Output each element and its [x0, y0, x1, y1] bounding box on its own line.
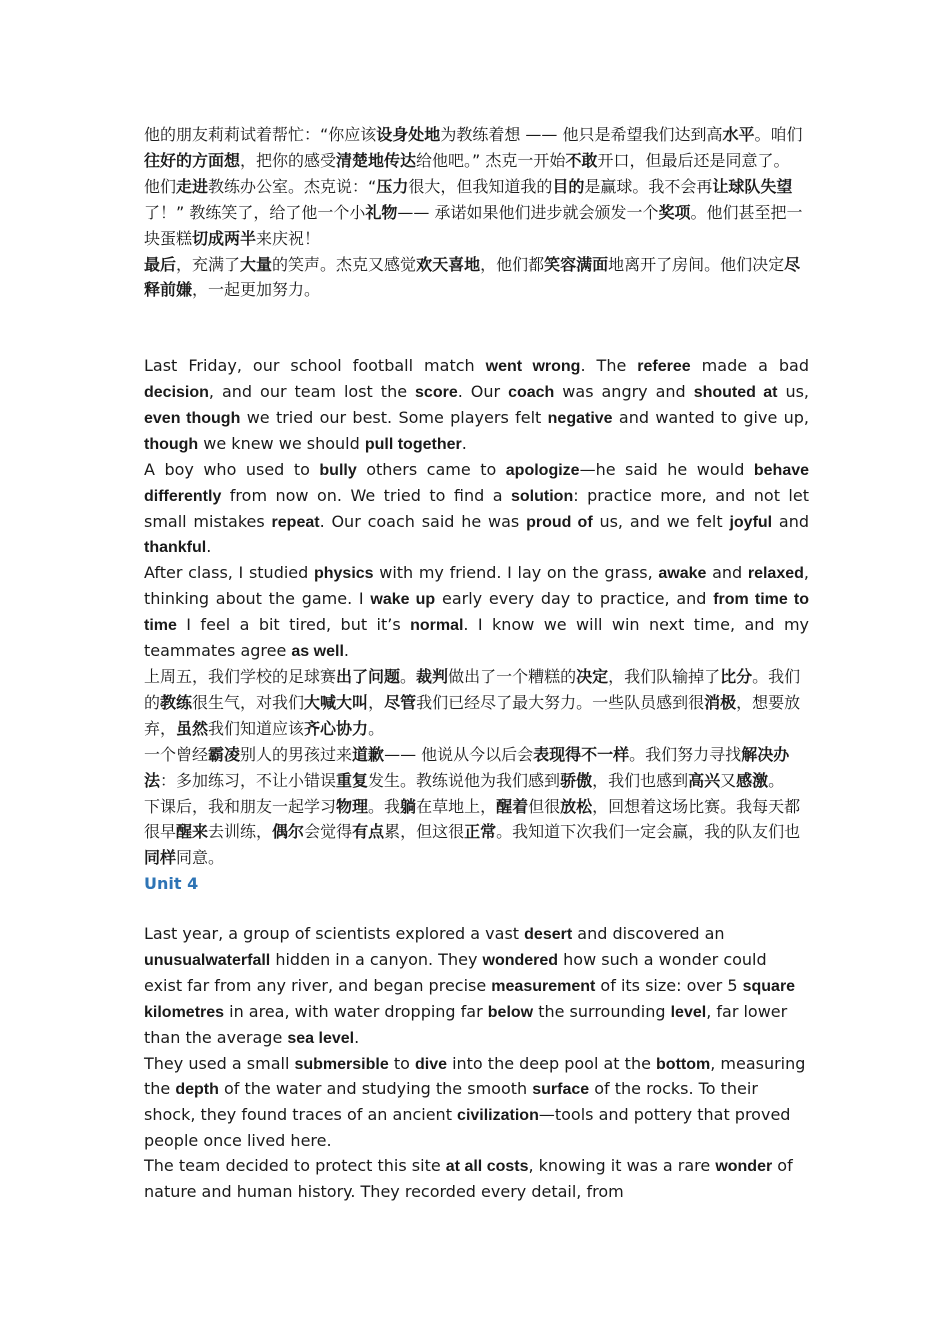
- vocab-term: coach: [508, 384, 555, 402]
- text-run: 累，但这很: [384, 822, 465, 842]
- vocab-term: 清楚地传达: [336, 152, 417, 170]
- text-run: 我们知道应该: [208, 718, 305, 738]
- vocab-term: 道歉: [352, 746, 385, 764]
- vocab-term: 偶尔: [272, 824, 305, 842]
- text-run: A boy who used to: [144, 459, 320, 479]
- vocab-term: 高兴: [688, 772, 721, 790]
- vocab-term: 决定: [576, 669, 609, 686]
- text-run: and discovered an: [572, 924, 725, 944]
- text-run: 。咱们: [754, 125, 803, 144]
- text-run: 地离开了房间。他们决定: [608, 254, 785, 274]
- text-run: 给他吧。” 杰克一开始: [416, 150, 566, 170]
- vocab-term: desert: [524, 926, 573, 944]
- text-run: and wanted to give up,: [612, 407, 810, 427]
- vocab-term: level: [670, 1003, 707, 1021]
- paragraph: [144, 354, 809, 458]
- text-run: 是赢球。我不会再: [584, 176, 713, 196]
- vocab-term: 骄傲: [560, 772, 593, 790]
- chinese-story-1: [144, 123, 809, 304]
- text-run: we knew we should: [198, 433, 365, 453]
- blank-line: [144, 329, 809, 354]
- document-page: [144, 123, 809, 1205]
- vocab-term: 大喊大叫: [304, 694, 369, 712]
- vocab-term: square kilometres: [144, 977, 796, 1021]
- text-run: , and our team lost the: [208, 382, 416, 402]
- paragraph: [144, 743, 809, 795]
- paragraph: [144, 175, 809, 253]
- text-run: The team decided to protect this site: [144, 1156, 446, 1176]
- text-run: with my friend. I lay on the grass,: [373, 563, 659, 583]
- text-run: 。: [368, 718, 385, 738]
- text-run: 他们: [144, 176, 177, 196]
- text-run: 教练办公室。杰克说：“: [208, 176, 377, 196]
- text-run: 很大，但我知道我的: [408, 176, 553, 196]
- text-run: 他的朋友莉莉试着帮忙：“你应该: [144, 125, 377, 144]
- vocab-term: 躺: [400, 798, 417, 816]
- text-run: 来庆祝！: [256, 228, 321, 248]
- text-run: , measuring the: [144, 1053, 806, 1099]
- paragraph: [144, 123, 809, 175]
- vocab-term: 让球队失望: [712, 178, 793, 196]
- text-run: us,: [777, 382, 809, 402]
- text-run: 做出了一个糟糕的: [448, 667, 577, 686]
- text-run: ，我们也感到: [592, 770, 689, 790]
- vocab-term: bottom: [656, 1055, 711, 1073]
- text-run: .: [354, 1027, 360, 1047]
- text-run: .: [206, 537, 212, 557]
- vocab-term: 有点: [352, 824, 385, 842]
- text-run: of its size: over 5: [595, 975, 743, 995]
- vocab-term: repeat: [271, 513, 320, 531]
- text-run: .: [343, 641, 349, 661]
- text-run: ，我们队输掉了: [608, 667, 721, 686]
- text-run: ，: [368, 692, 385, 712]
- vocab-term: 醒来: [176, 824, 209, 842]
- vocab-term: depth: [175, 1081, 219, 1099]
- text-run: . Our: [457, 382, 509, 402]
- text-run: , thinking about the game. I: [144, 563, 809, 609]
- paragraph: [144, 253, 809, 305]
- blank-line: [144, 897, 809, 922]
- text-run: 发生。教练说他为我们感到: [368, 770, 561, 790]
- paragraph: [144, 922, 809, 1052]
- vocab-term: solution: [511, 487, 574, 505]
- vocab-term: relaxed: [747, 565, 804, 583]
- text-run: early every day to practice, and: [435, 589, 714, 609]
- vocab-term: 解决办法: [144, 746, 790, 790]
- vocab-term: dive: [414, 1055, 447, 1073]
- vocab-term: at all costs: [445, 1158, 529, 1176]
- text-run: of nature and human history. They recorded every detail, from: [144, 1156, 793, 1202]
- vocab-term: unusualwaterfall: [144, 951, 271, 969]
- text-run: .: [461, 433, 467, 453]
- vocab-term: went wrong: [485, 358, 581, 376]
- text-run: the surrounding: [533, 1001, 671, 1021]
- text-run: we tried our best. Some players felt: [240, 407, 548, 427]
- text-run: Last year, a group of scientists explored a vast: [144, 924, 525, 944]
- text-run: others came to: [356, 459, 506, 479]
- vocab-term: from time to time: [144, 591, 809, 635]
- text-run: 在草地上，: [416, 796, 497, 816]
- vocab-term: 正常: [464, 824, 497, 842]
- vocab-term: 切成两半: [192, 230, 257, 248]
- vocab-term: 压力: [376, 178, 409, 196]
- text-run: —— 他说从今以后会: [384, 744, 534, 764]
- vocab-term: measurement: [491, 977, 596, 995]
- text-run: 的笑声。杰克又感觉: [272, 254, 417, 274]
- text-run: 会觉得: [304, 822, 353, 842]
- vocab-term: score: [415, 384, 458, 402]
- text-run: to: [388, 1053, 415, 1073]
- vocab-term: even though: [144, 409, 241, 427]
- text-run: : practice more, and not let small mistakes: [144, 485, 809, 531]
- text-run: of the water and studying the smooth: [218, 1079, 533, 1099]
- text-run: 。我知道下次我们一定会赢，我的队友们也: [496, 822, 801, 842]
- text-run: 下课后，我和朋友一起学习: [144, 796, 337, 816]
- text-run: of the rocks. To their shock, they found traces of an ancient: [144, 1079, 758, 1125]
- vocab-term: 同样: [144, 850, 177, 868]
- vocab-term: awake: [658, 565, 707, 583]
- vocab-term: proud of: [526, 513, 593, 531]
- text-run: in area, with water dropping far: [224, 1001, 488, 1021]
- vocab-term: 最后: [144, 256, 177, 274]
- text-run: 了！” 教练笑了，给了他一个小: [144, 202, 366, 222]
- text-run: ，回想着这场比赛。我每天都很早: [144, 796, 801, 842]
- vocab-term: 设身处地: [376, 127, 441, 144]
- vocab-term: 重复: [336, 772, 369, 790]
- vocab-term: submersible: [294, 1055, 389, 1073]
- vocab-term: 出了问题: [336, 669, 401, 686]
- vocab-term: 醒着: [496, 798, 529, 816]
- vocab-term: shouted at: [693, 384, 778, 402]
- text-run: , far lower than the average: [144, 1001, 788, 1047]
- vocab-term: apologize: [505, 461, 580, 479]
- vocab-term: behave differently: [144, 461, 810, 505]
- text-run: After class, I studied: [144, 563, 314, 583]
- text-run: made a bad: [690, 356, 809, 376]
- vocab-term: 欢天喜地: [416, 256, 481, 274]
- vocab-term: bully: [319, 461, 357, 479]
- text-run: us, and we felt: [592, 511, 730, 531]
- vocab-term: 感激: [736, 772, 769, 790]
- text-run: Last Friday, our school football match: [144, 356, 486, 376]
- vocab-term: 霸凌: [208, 746, 241, 764]
- vocab-term: 比分: [720, 669, 753, 686]
- text-run: how such a wonder could exist far from any river, and began precise: [144, 949, 767, 995]
- text-run: 别人的男孩过来: [240, 744, 353, 764]
- vocab-term: 奖项: [658, 204, 691, 222]
- vocab-term: 裁判: [416, 669, 449, 686]
- text-run: I feel a bit tired, but it’s: [176, 615, 411, 635]
- text-run: from now on. We tried to find a: [221, 485, 511, 505]
- unit-heading: Unit 4: [144, 874, 199, 894]
- text-run: 我们已经尽了最大努力。一些队员感到很: [416, 692, 705, 712]
- vocab-term: 齐心协力: [304, 720, 369, 738]
- text-run: 。: [400, 667, 417, 686]
- paragraph: [144, 458, 809, 562]
- vocab-term: 礼物: [365, 204, 398, 222]
- vocab-term: 往好的方面想: [144, 152, 241, 170]
- vocab-term: 虽然: [176, 720, 209, 738]
- vocab-term: joyful: [729, 513, 773, 531]
- vocab-term: 消极: [704, 694, 737, 712]
- text-run: hidden in a canyon. They: [270, 949, 483, 969]
- text-run: . Our coach said he was: [319, 511, 527, 531]
- vocab-term: as well: [291, 643, 344, 661]
- vocab-term: normal: [410, 617, 464, 635]
- vocab-term: 教练: [160, 694, 193, 712]
- english-story-2: [144, 922, 809, 1205]
- text-run: They used a small: [144, 1053, 295, 1073]
- vocab-term: decision: [144, 384, 209, 402]
- vocab-term: 物理: [336, 798, 369, 816]
- text-run: 但很: [528, 796, 561, 816]
- text-run: 为教练着想 —— 他只是希望我们达到高: [440, 125, 723, 144]
- text-run: . The: [580, 356, 638, 376]
- english-story-1: [144, 354, 809, 665]
- text-run: was angry and: [554, 382, 694, 402]
- vocab-term: thankful: [144, 539, 207, 557]
- text-run: 上周五，我们学校的足球赛: [144, 667, 337, 686]
- vocab-term: wake up: [370, 591, 436, 609]
- chinese-story-2: [144, 665, 809, 872]
- paragraph: [144, 561, 809, 665]
- text-run: 。我们努力寻找: [629, 744, 742, 764]
- text-run: into the deep pool at the: [446, 1053, 657, 1073]
- text-run: 又: [720, 770, 737, 790]
- vocab-term: 尽释前嫌: [144, 256, 801, 300]
- text-run: . I know we will win next time, and my teammates agree: [144, 615, 810, 661]
- text-run: —— 承诺如果他们进步就会颁发一个: [397, 202, 659, 222]
- vocab-term: referee: [637, 358, 691, 376]
- vocab-term: 尽管: [384, 694, 417, 712]
- paragraph: [144, 665, 809, 743]
- paragraph: [144, 795, 809, 873]
- text-run: 去训练，: [208, 822, 273, 842]
- vocab-term: 不敢: [565, 152, 598, 170]
- vocab-term: 目的: [552, 178, 585, 196]
- text-run: 。他们甚至把一块蛋糕: [144, 202, 803, 248]
- text-run: 开口，但最后还是同意了。: [597, 150, 790, 170]
- text-run: ，充满了: [176, 254, 241, 274]
- text-run: ，他们都: [480, 254, 545, 274]
- text-run: ，把你的感受: [240, 150, 337, 170]
- vocab-term: 水平: [722, 127, 755, 144]
- vocab-term: physics: [313, 565, 374, 583]
- vocab-term: 大量: [240, 256, 273, 274]
- vocab-term: 表现得不一样: [533, 746, 630, 764]
- text-run: 一个曾经: [144, 744, 209, 764]
- text-run: 。我们的: [144, 667, 801, 712]
- blank-line: [144, 304, 809, 329]
- vocab-term: below: [487, 1003, 534, 1021]
- text-run: ，想要放弃，: [144, 692, 801, 738]
- vocab-term: civilization: [457, 1107, 539, 1125]
- text-run: 同意。: [176, 848, 225, 868]
- vocab-term: pull together: [364, 435, 462, 453]
- vocab-term: though: [144, 435, 199, 453]
- text-run: 。: [768, 770, 785, 790]
- paragraph: [144, 1052, 809, 1155]
- vocab-term: 笑容满面: [544, 256, 609, 274]
- vocab-term: negative: [547, 409, 613, 427]
- text-run: 很生气，对我们: [192, 692, 305, 712]
- paragraph: [144, 1154, 809, 1205]
- text-run: ，一起更加努力。: [192, 280, 321, 300]
- text-run: —he said he would: [579, 459, 754, 479]
- vocab-term: surface: [532, 1081, 590, 1099]
- text-run: ：多加练习，不让小错误: [160, 770, 337, 790]
- text-run: and: [772, 511, 810, 531]
- text-run: —tools and pottery that proved people once lived here.: [144, 1105, 791, 1151]
- text-run: 。我: [368, 796, 401, 816]
- text-run: and: [706, 563, 748, 583]
- vocab-term: sea level: [287, 1029, 355, 1047]
- vocab-term: 走进: [176, 178, 209, 196]
- vocab-term: 放松: [560, 798, 593, 816]
- vocab-term: wondered: [482, 951, 559, 969]
- text-run: , knowing it was a rare: [528, 1156, 716, 1176]
- vocab-term: wonder: [715, 1158, 773, 1176]
